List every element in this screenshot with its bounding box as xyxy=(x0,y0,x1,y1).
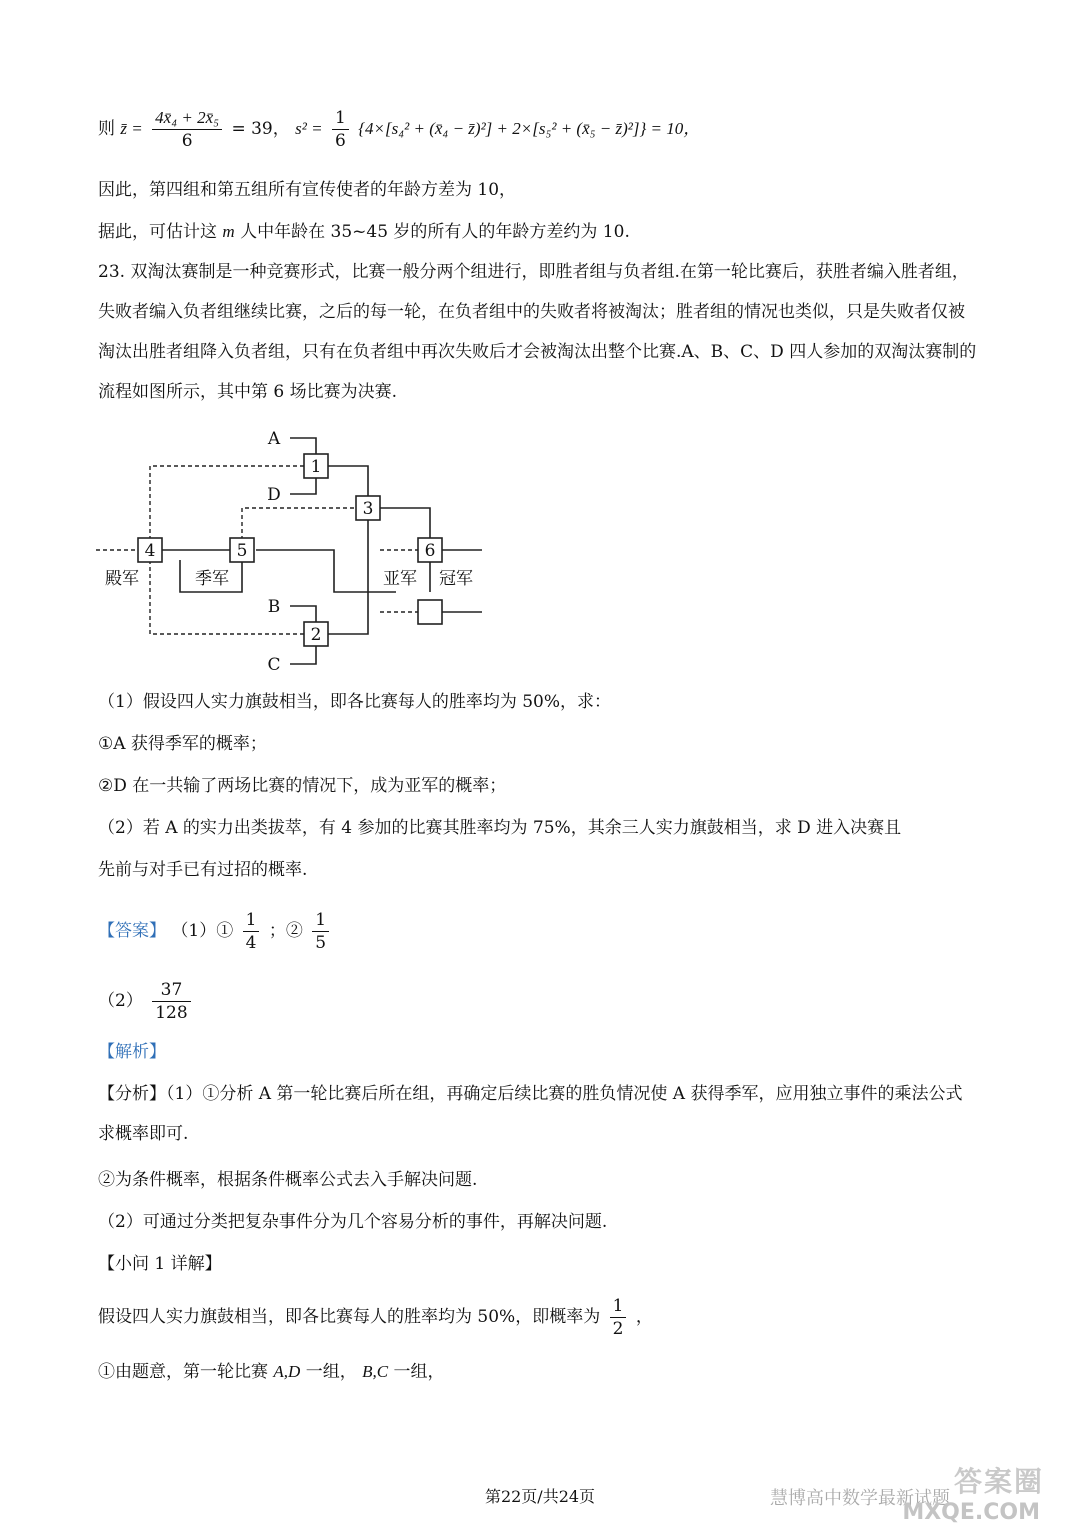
subquestion-2-line2: 先前与对手已有过招的概率. xyxy=(98,860,308,880)
answer-2-prefix: （2） xyxy=(98,991,143,1011)
label-third-place: 季军 xyxy=(195,569,229,589)
analysis-tag: 【解析】 xyxy=(98,1042,166,1062)
paragraph-estimate xyxy=(98,220,630,244)
match-6-label: 6 xyxy=(424,541,436,561)
grouping-text-a: ①由题意，第一轮比赛 xyxy=(98,1362,268,1382)
estimate-var-m: m xyxy=(222,222,235,241)
formula-prefix: 则 xyxy=(98,119,115,139)
estimate-part-b: 人中年龄在 35~45 岁的所有人的年龄方差约为 10. xyxy=(240,222,630,242)
subquestion-2-line1: （2）若 A 的实力出类拔萃，有 4 参加的比赛其胜率均为 75%，其余三人实力旗鼓相当，求 D 进入决赛且 xyxy=(98,818,902,838)
label-fourth-place: 殿军 xyxy=(105,569,139,589)
subquestion-1: （1）假设四人实力旗鼓相当，即各比赛每人的胜率均为 50%，求： xyxy=(98,692,612,712)
grouping-line xyxy=(98,1360,445,1384)
subquestion-1-i: ①A 获得季军的概率； xyxy=(98,734,267,754)
answer-frac-1-num: 1 xyxy=(243,909,260,932)
analysis-point-2: ②为条件概率，根据条件概率公式去入手解决问题. xyxy=(98,1170,478,1190)
player-b-label: B xyxy=(267,597,281,617)
s2-numerator: 1 xyxy=(332,107,349,130)
answer-frac-3-num: 37 xyxy=(152,979,190,1002)
s2-lhs: s² = xyxy=(295,119,323,138)
assumption-fraction xyxy=(610,1295,627,1340)
assumption-frac-num: 1 xyxy=(610,1295,627,1318)
s2-denominator: 6 xyxy=(334,131,346,151)
zbar-fraction xyxy=(152,107,222,152)
answer-line-2 xyxy=(98,976,195,1026)
subquestion-1-ii: ②D 在一共输了两场比赛的情况下，成为亚军的概率； xyxy=(98,776,507,796)
s2-body: {4×[s₄² + (x̄₄ − z̄)²] + 2×[s₅² + (x̄₅ − z̄)²]} = 10， xyxy=(358,119,701,138)
assumption-comma: ， xyxy=(635,1307,653,1327)
double-elimination-diagram xyxy=(96,420,496,680)
answer-1-prefix: （1）① xyxy=(171,921,234,941)
match-2-label: 2 xyxy=(310,625,322,645)
answer-frac-2-den: 5 xyxy=(315,933,327,953)
answer-line-1 xyxy=(98,906,333,956)
analysis-paragraph: 【分析】（1）①分析 A 第一轮比赛后所在组，再确定后续比赛的胜负情况使 A 获得季军，应用独立事件的乘法公式求概率即可. xyxy=(98,1084,963,1144)
label-champion: 冠军 xyxy=(439,569,473,589)
player-a-label: A xyxy=(267,429,281,449)
zbar-value: = 39， xyxy=(231,119,290,139)
match-4-label: 4 xyxy=(144,541,156,561)
watermark-logo: 答案圈 xyxy=(953,1465,1044,1498)
page-footer: 第22页/共24页 xyxy=(484,1487,596,1506)
formula-line xyxy=(98,100,700,158)
answer-frac-1-den: 4 xyxy=(245,933,257,953)
label-runner-up: 亚军 xyxy=(383,569,417,589)
s2-fraction xyxy=(332,107,349,152)
grouping-math-ad: A,D xyxy=(273,1362,301,1381)
grouping-math-bc: B,C xyxy=(362,1362,389,1381)
question-23: 23. 双淘汰赛制是一种竞赛形式，比赛一般分两个组进行，即胜者组与负者组.在第一轮比赛后，获胜者编入胜者组，失败者编入负者组继续比赛，之后的每一轮，在负者组中的失败者将被淘汰；胜者组的情况也类似，只是失败者仅被淘汰出胜者组降入负者组，只有在负者组中再次失败后才会被淘汰出整个比赛.A、B、C、D 四人参加的双淘汰赛制的流程如图所示，其中第 6 场比赛为决赛. xyxy=(98,262,977,402)
assumption-text: 假设四人实力旗鼓相当，即各比赛每人的胜率均为 50%，即概率为 xyxy=(98,1307,601,1327)
answer-frac-1 xyxy=(243,909,260,954)
assumption-line xyxy=(98,1292,653,1342)
paragraph-variance: 因此，第四组和第五组所有宣传使者的年龄方差为 10， xyxy=(98,180,517,200)
grouping-text-b: 一组， xyxy=(305,1362,357,1382)
estimate-part-a: 据此，可估计这 xyxy=(98,222,217,242)
match-3-label: 3 xyxy=(362,499,374,519)
zbar-lhs: z̄ = xyxy=(120,119,143,138)
assumption-frac-den: 2 xyxy=(612,1319,624,1339)
match-1-label: 1 xyxy=(310,457,322,477)
zbar-numerator: 4x̄₄ + 2x̄₅ xyxy=(152,107,222,130)
answer-tag: 【答案】 xyxy=(98,921,166,941)
watermark-url: MXQE.COM xyxy=(902,1500,1040,1525)
subquestion-1-detail-heading: 【小问 1 详解】 xyxy=(98,1254,222,1274)
answer-separator: ；② xyxy=(268,921,303,941)
answer-frac-2-num: 1 xyxy=(312,909,329,932)
player-c-label: C xyxy=(267,655,281,675)
grouping-text-c: 一组， xyxy=(393,1362,445,1382)
answer-frac-3 xyxy=(152,979,190,1024)
match-5-label: 5 xyxy=(236,541,248,561)
watermark-subtitle: 慧博高中数学最新试题 xyxy=(770,1488,950,1509)
analysis-point-3: （2）可通过分类把复杂事件分为几个容易分析的事件，再解决问题. xyxy=(98,1212,608,1232)
player-d-label: D xyxy=(267,485,281,505)
zbar-denominator: 6 xyxy=(181,131,193,151)
answer-frac-2 xyxy=(312,909,329,954)
answer-frac-3-den: 128 xyxy=(155,1003,188,1023)
